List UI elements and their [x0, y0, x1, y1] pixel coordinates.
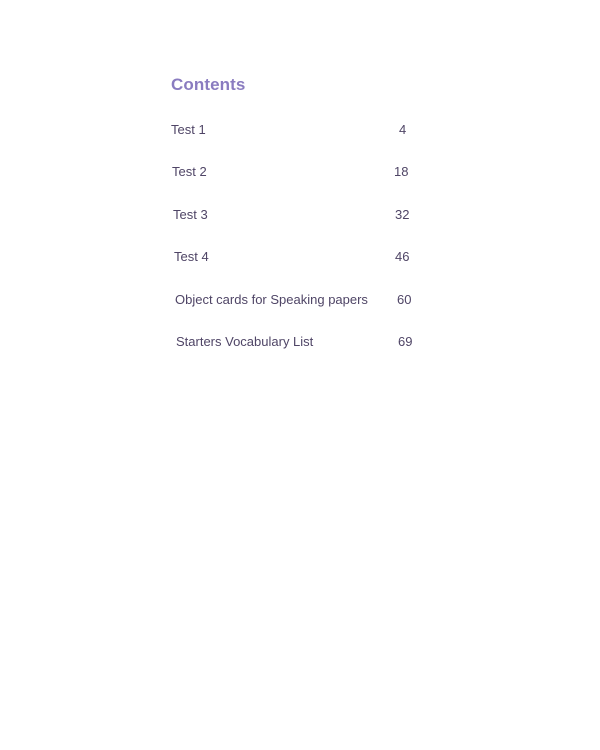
toc-entry-label: Object cards for Speaking papers: [175, 292, 368, 307]
toc-entry-page: 18: [394, 164, 409, 179]
page-title: Contents: [171, 75, 246, 94]
toc-entry-test-2: [172, 164, 432, 182]
toc-entry-object-cards: [175, 292, 435, 310]
toc-entry-vocabulary-list: [176, 334, 436, 352]
toc-entry-label: Test 1: [171, 122, 206, 137]
toc-entry-page: 60: [397, 292, 412, 307]
toc-entry-test-3: [173, 207, 433, 225]
toc-entry-label: Test 3: [173, 207, 208, 222]
toc-entry-page: 32: [395, 207, 410, 222]
toc-entry-page: 69: [398, 334, 413, 349]
toc-entry-label: Starters Vocabulary List: [176, 334, 314, 349]
toc-entry-test-4: [174, 249, 434, 267]
toc-entry-page: 46: [395, 249, 410, 264]
toc-entry-test-1: [171, 122, 431, 140]
toc-entry-page: 4: [399, 122, 407, 137]
toc-entry-label: Test 2: [172, 164, 207, 179]
toc-entry-label: Test 4: [174, 249, 209, 264]
